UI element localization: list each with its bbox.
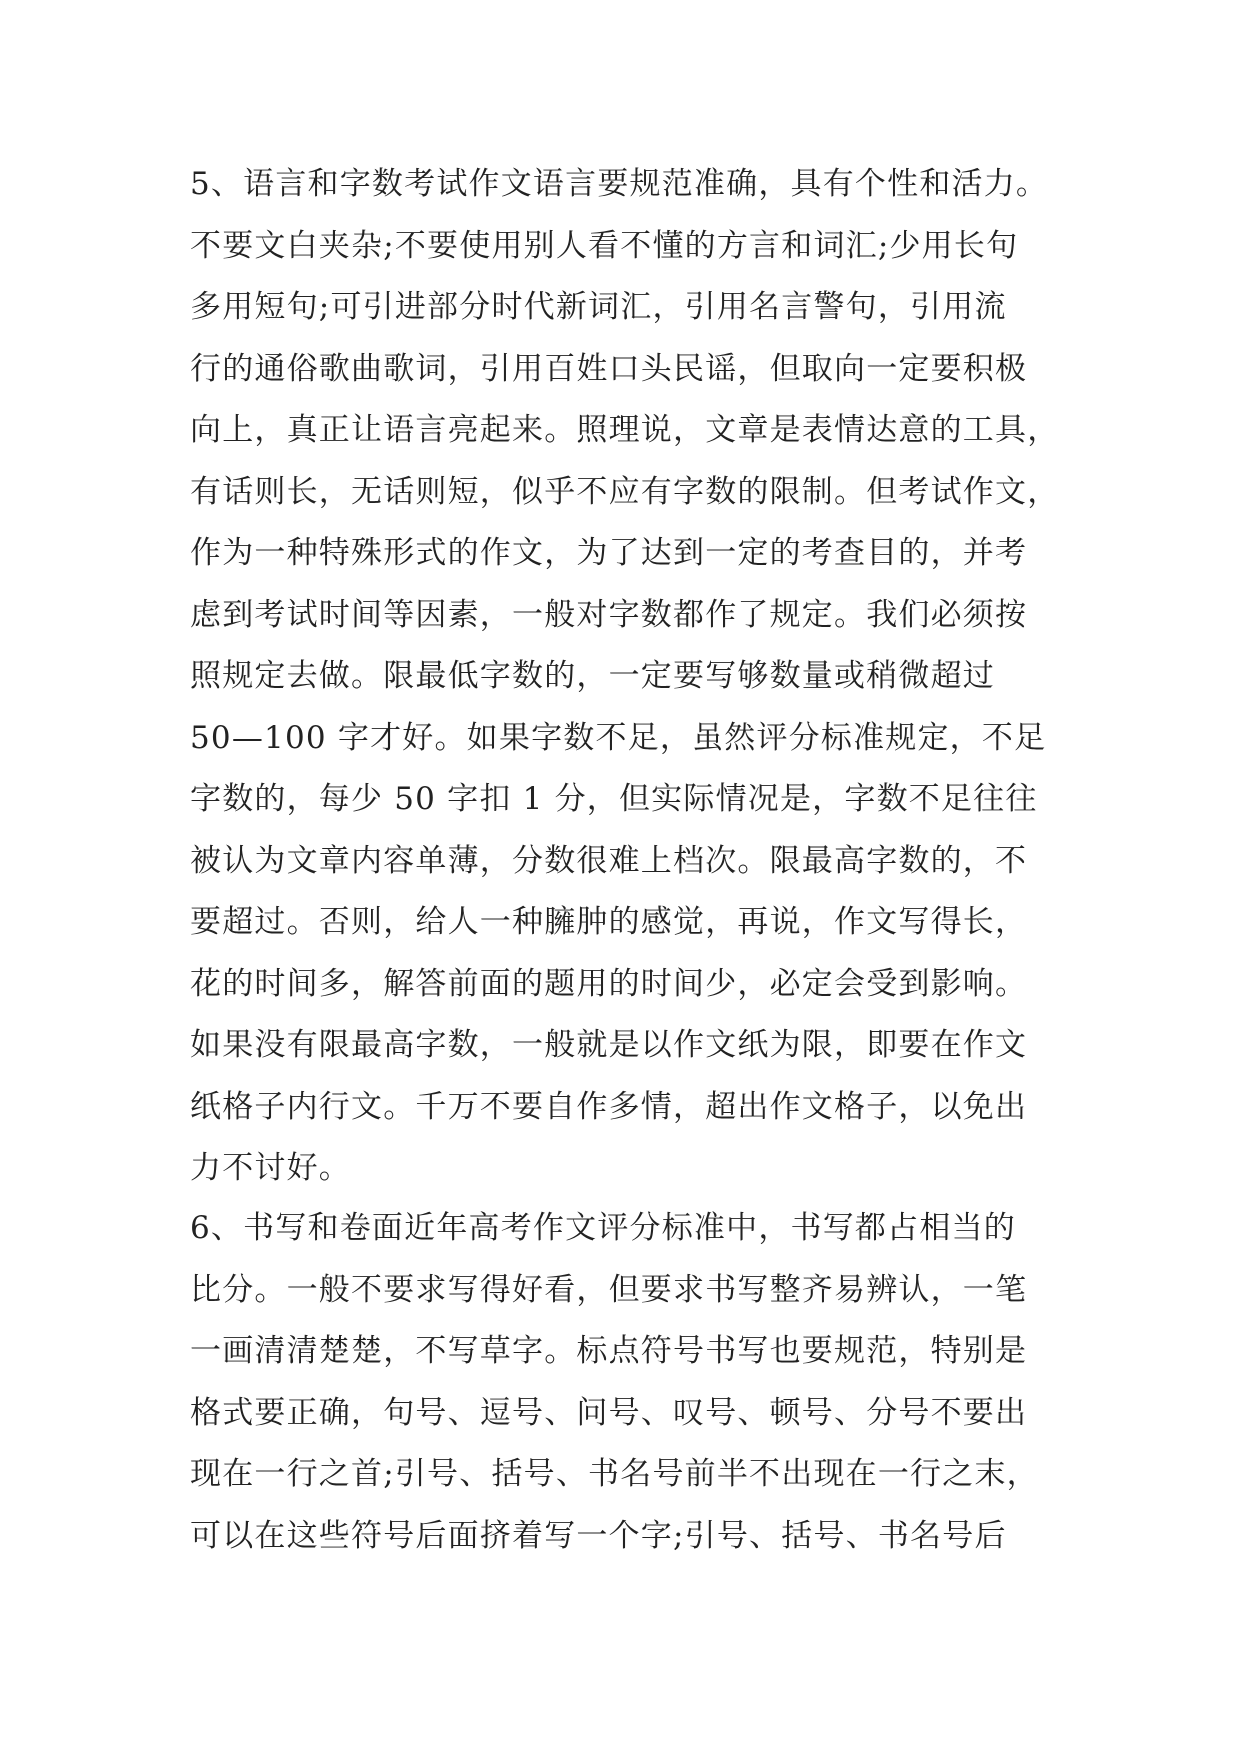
text-line: 被认为文章内容单薄，分数很难上档次。限最高字数的，不 xyxy=(190,842,1028,879)
text-line: 50—100 字才好。如果字数不足，虽然评分标准规定，不足 xyxy=(190,719,1047,756)
text-line: 多用短句;可引进部分时代新词汇，引用名言警句，引用流 xyxy=(190,289,1007,325)
text-line: 一画清清楚楚，不写草字。标点符号书写也要规范，特别是 xyxy=(190,1333,1028,1369)
text-line: 有话则长，无话则短，似乎不应有字数的限制。但考试作文， xyxy=(190,473,1060,510)
text-line: 照规定去做。限最低字数的，一定要写够数量或稍微超过 xyxy=(190,658,995,694)
text-line: 5、语言和字数考试作文语言要规范准确，具有个性和活力。 xyxy=(190,166,1049,202)
text-line: 作为一种特殊形式的作文，为了达到一定的考查目的，并考 xyxy=(190,535,1028,571)
text-line: 字数的，每少 50 字扣 1 分，但实际情况是，字数不足往往 xyxy=(190,781,1038,817)
text-line: 花的时间多，解答前面的题用的时间少，必定会受到影响。 xyxy=(190,965,1028,1002)
text-line: 比分。一般不要求写得好看，但要求书写整齐易辨认，一笔 xyxy=(190,1271,1028,1308)
paragraph-6 xyxy=(190,1198,1080,1567)
text-line: 格式要正确，句号、逗号、问号、叹号、顿号、分号不要出 xyxy=(190,1394,1028,1431)
text-line: 6、书写和卷面近年高考作文评分标准中，书写都占相当的 xyxy=(190,1210,1016,1246)
text-line: 力不讨好。 xyxy=(190,1150,351,1186)
paragraph-5 xyxy=(190,154,1080,1200)
text-line: 不要文白夹杂;不要使用别人看不懂的方言和词汇;少用长句 xyxy=(190,227,1019,264)
text-line: 如果没有限最高字数，一般就是以作文纸为限，即要在作文 xyxy=(190,1027,1028,1063)
text-line: 要超过。否则，给人一种臃肿的感觉，再说，作文写得长， xyxy=(190,904,1028,940)
text-line: 向上，真正让语言亮起来。照理说，文章是表情达意的工具， xyxy=(190,412,1060,448)
text-line: 纸格子内行文。千万不要自作多情，超出作文格子，以免出 xyxy=(190,1088,1028,1125)
text-line: 行的通俗歌曲歌词，引用百姓口头民谣，但取向一定要积极 xyxy=(190,350,1028,387)
text-line: 虑到考试时间等因素，一般对字数都作了规定。我们必须按 xyxy=(190,596,1028,633)
text-line: 现在一行之首;引号、括号、书名号前半不出现在一行之末， xyxy=(190,1456,1039,1492)
text-line: 可以在这些符号后面挤着写一个字;引号、括号、书名号后 xyxy=(190,1517,1007,1554)
